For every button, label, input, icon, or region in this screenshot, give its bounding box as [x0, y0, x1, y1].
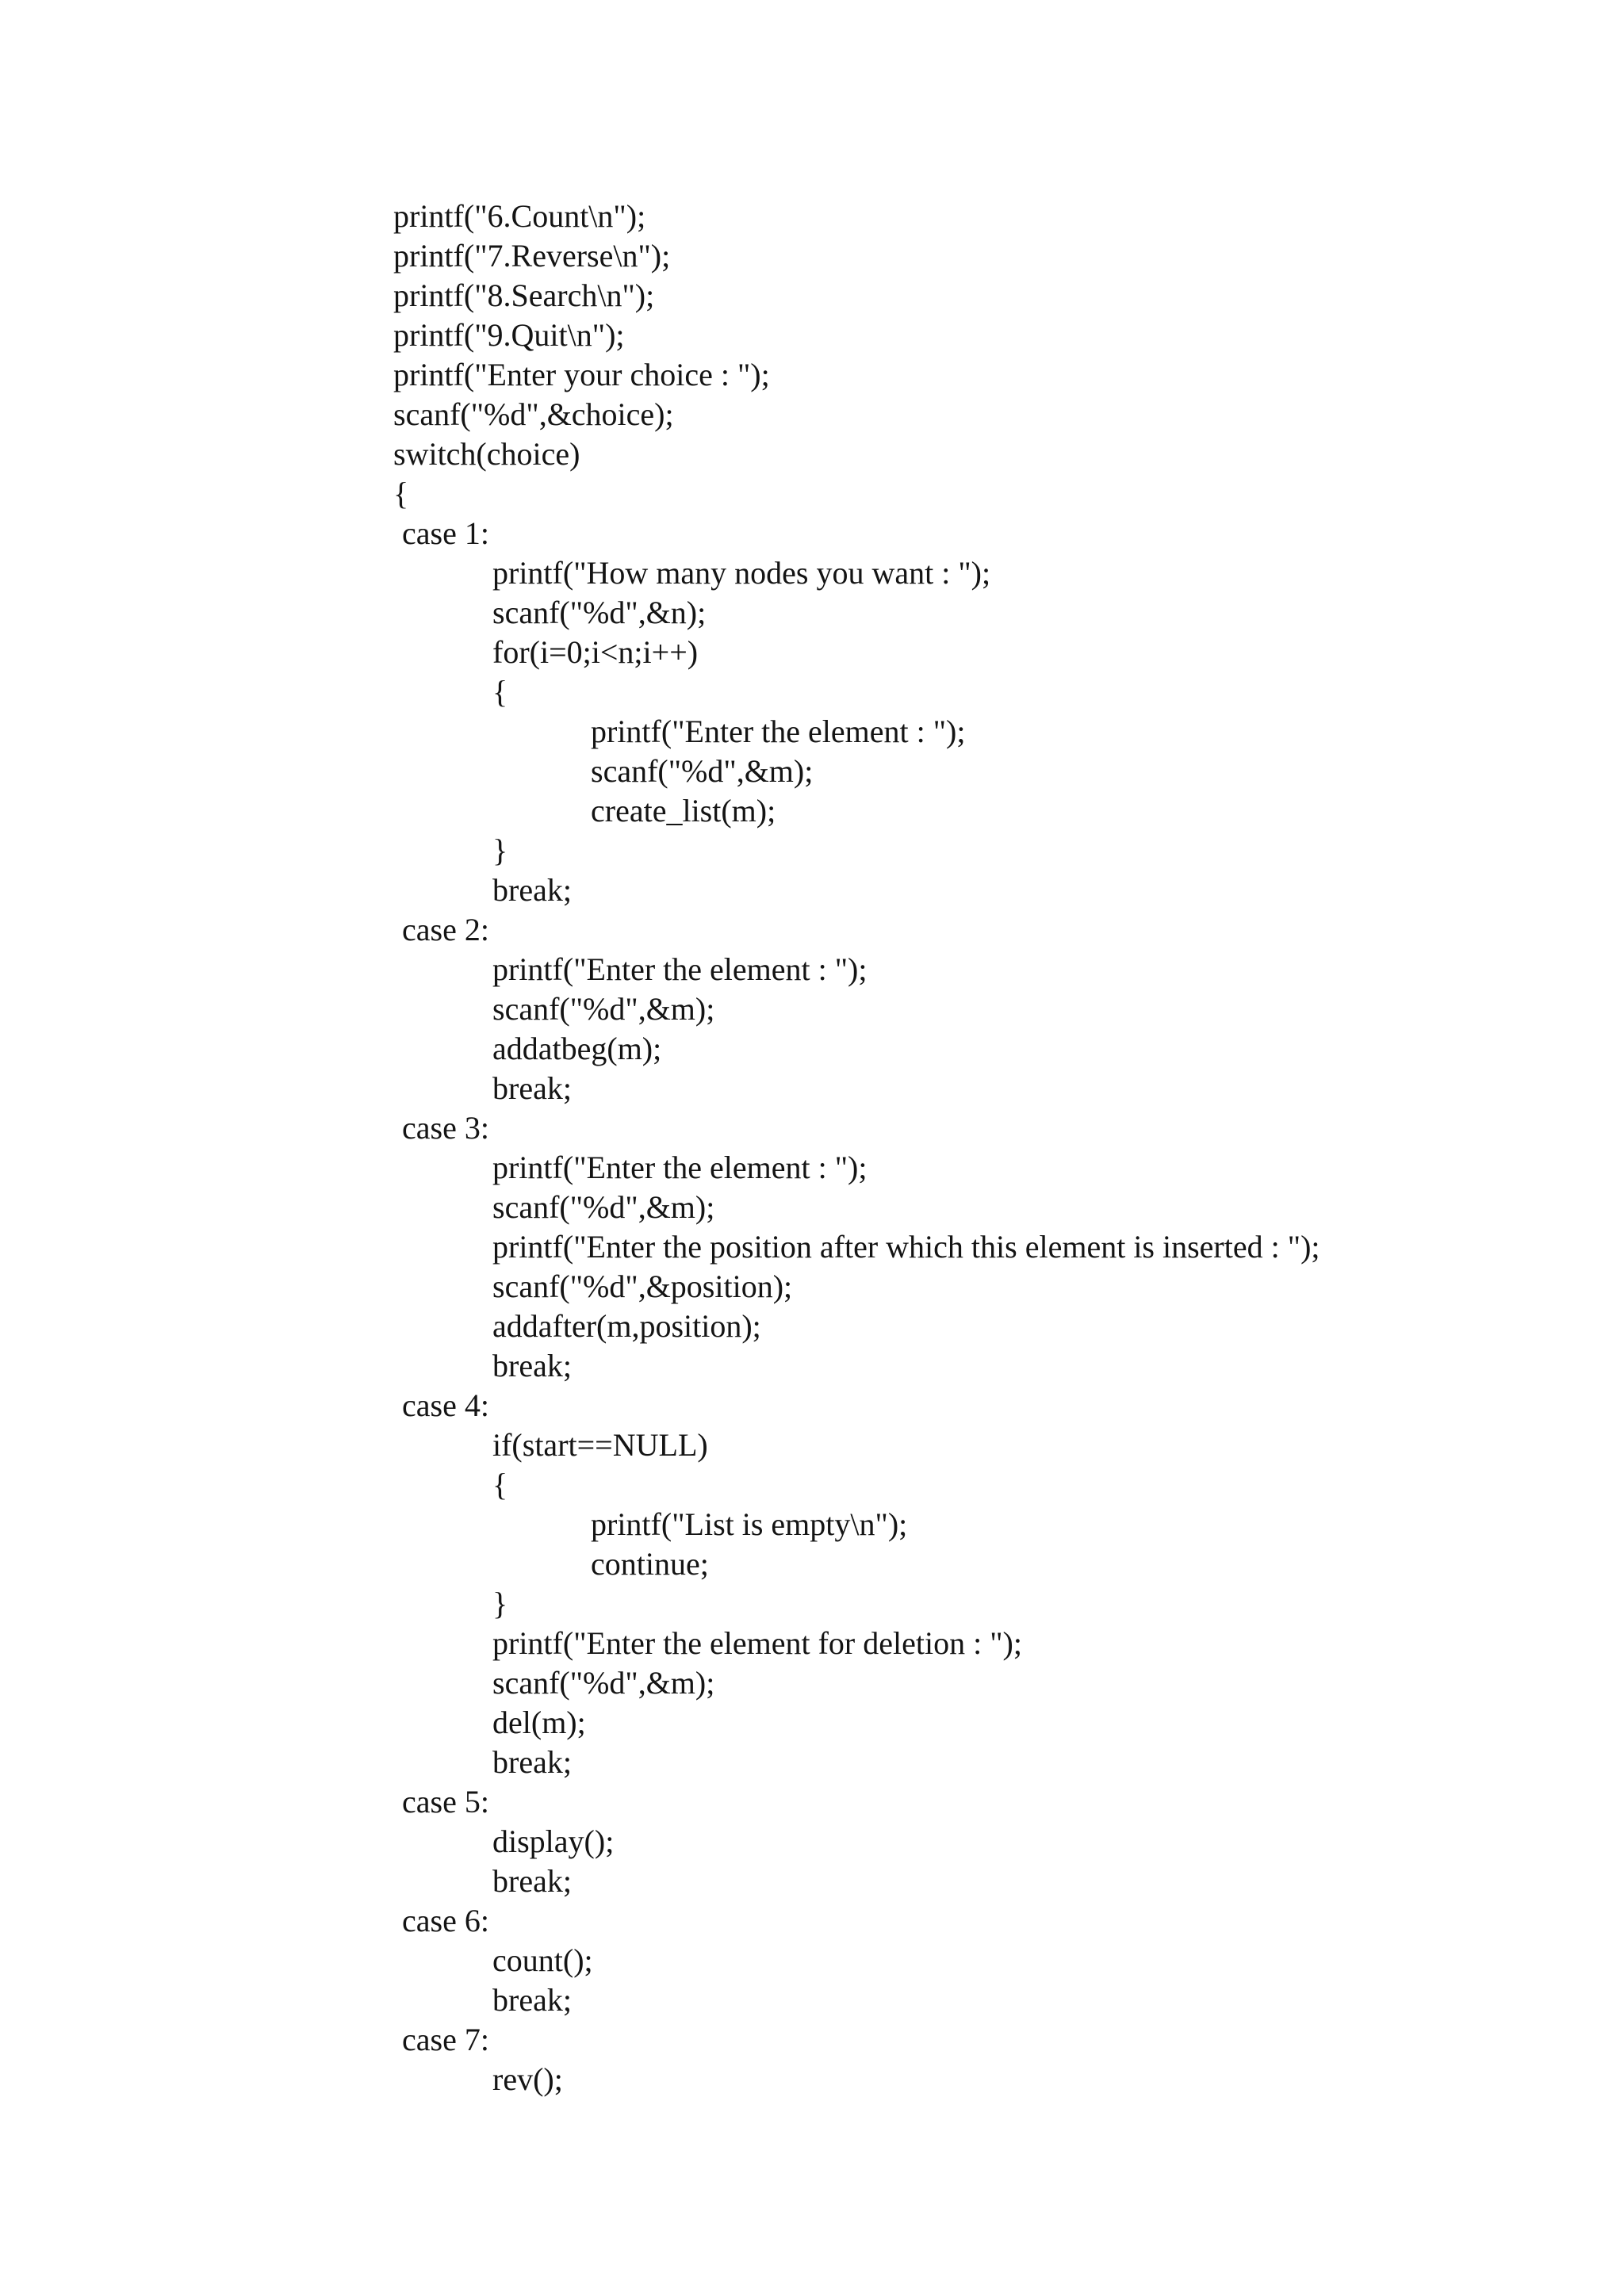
code-line: break; [492, 1863, 572, 1899]
code-line: break; [492, 1348, 572, 1383]
case-label: case 2: [402, 912, 489, 947]
code-line: printf("List is empty\n"); [591, 1506, 908, 1542]
code-line: break; [492, 872, 572, 908]
code-line: printf("6.Count\n"); [393, 198, 646, 234]
case-label: case 7: [402, 2022, 489, 2057]
case-label: case 4: [402, 1387, 489, 1423]
code-line: { [492, 674, 508, 710]
case-label: case 1: [402, 515, 489, 551]
code-line: create_list(m); [591, 793, 776, 828]
code-line: } [492, 1586, 508, 1621]
code-line: { [492, 1467, 508, 1502]
code-line: printf("Enter your choice : "); [393, 357, 770, 392]
code-block [393, 197, 1320, 2099]
code-line: break; [492, 1070, 572, 1106]
code-line: { [393, 476, 409, 511]
code-line: scanf("%d",&position); [492, 1269, 793, 1304]
case-label: case 5: [402, 1784, 489, 1820]
code-line: addatbeg(m); [492, 1031, 662, 1066]
code-line: display(); [492, 1823, 615, 1859]
code-line: } [492, 832, 508, 868]
code-line: scanf("%d",&m); [492, 1665, 715, 1701]
code-line: rev(); [492, 2061, 563, 2097]
code-line: scanf("%d",&n); [492, 595, 707, 630]
code-line: break; [492, 1982, 572, 2018]
code-line: switch(choice) [393, 436, 580, 472]
code-line: break; [492, 1744, 572, 1780]
code-line: printf("Enter the element : "); [492, 1150, 868, 1185]
code-line: printf("How many nodes you want : "); [492, 555, 991, 591]
code-line: if(start==NULL) [492, 1427, 708, 1463]
code-line: del(m); [492, 1705, 586, 1740]
code-line: printf("Enter the position after which this element is inserted : "); [492, 1229, 1320, 1265]
code-line: printf("7.Reverse\n"); [393, 238, 671, 274]
code-line: printf("Enter the element : "); [591, 714, 966, 749]
code-line: printf("8.Search\n"); [393, 277, 655, 313]
code-line: printf("Enter the element for deletion : "); [492, 1625, 1022, 1661]
code-line: scanf("%d",&m); [591, 753, 814, 789]
code-line: scanf("%d",&m); [492, 991, 715, 1027]
code-line: printf("Enter the element : "); [492, 951, 868, 987]
code-line: for(i=0;i<n;i++) [492, 634, 699, 670]
case-label: case 6: [402, 1903, 489, 1938]
code-line: addafter(m,position); [492, 1308, 761, 1344]
code-line: count(); [492, 1942, 593, 1978]
code-line: scanf("%d",&choice); [393, 396, 674, 432]
code-line: continue; [591, 1546, 709, 1582]
code-line: printf("9.Quit\n"); [393, 317, 625, 353]
code-line: scanf("%d",&m); [492, 1189, 715, 1225]
case-label: case 3: [402, 1110, 489, 1146]
